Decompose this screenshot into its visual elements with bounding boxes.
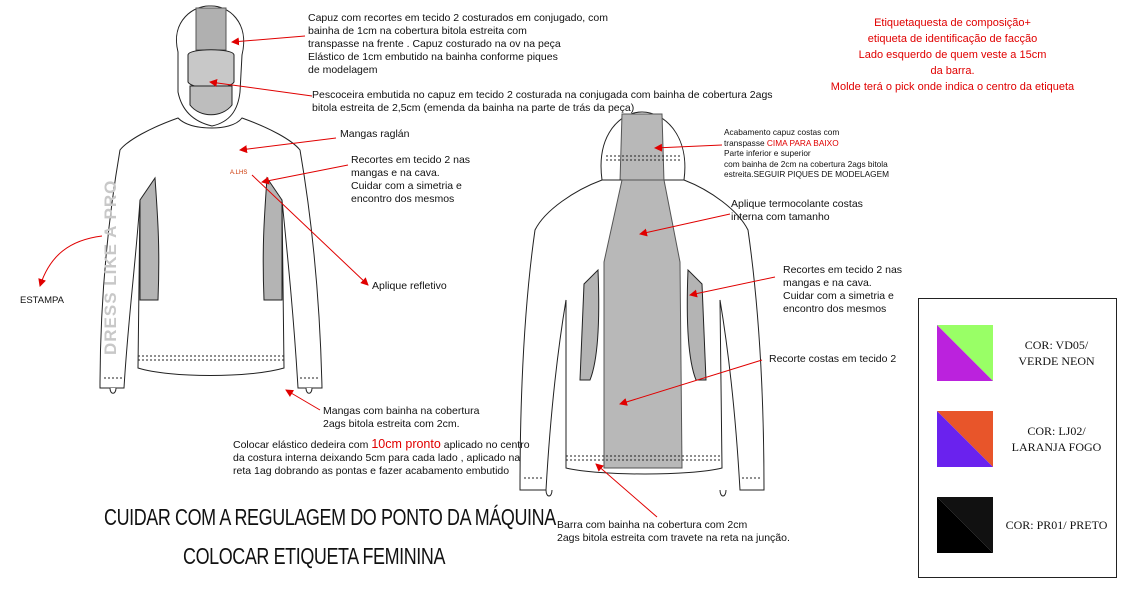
cuff-note: Mangas com bainha na cobertura 2ags bitola estreita com 2cm. <box>323 405 480 430</box>
hood-note: Capuz com recortes em tecido 2 costurados em conjugado, com bainha de 1cm na cobertura bitola estreita com transpasse na frente . Capuz costurado na ov na peça Elástico de 1cm embutido na bainha conforme piques de modelagem <box>308 12 608 76</box>
front-garment <box>100 6 322 393</box>
label-note: Etiquetaquesta de composição+ etiqueta de identificação de facção Lado esquerdo de quem veste a 15cm da barra. Molde terá o pick onde indica o centro da etiqueta <box>830 17 1075 93</box>
color-label-preto: COR: PR01/ PRETO <box>1005 518 1108 532</box>
footer-line-2: COLOCAR ETIQUETA FEMININA <box>183 543 446 569</box>
back-cutouts-note: Recortes em tecido 2 nas mangas e na cava. Cuidar com a simetria e encontro dos mesmos <box>783 264 903 315</box>
color-label-verde-neon: COR: VD05/ VERDE NEON <box>1018 338 1095 368</box>
hem-note: Barra com bainha na cobertura com 2cm 2ags bitola estreita com travete na reta na junção. <box>557 519 790 544</box>
back-panel <box>604 180 682 468</box>
heat-applique-note: Aplique termocolante costas interna com tamanho <box>731 198 863 223</box>
swatch-preto <box>937 497 993 553</box>
neck-note: Pescoceira embutida no capuz em tecido 2 costurada na conjugada com bainha de cobertura 2ags bitola estreita de 2,5cm (emenda da bainha na parte de trás da peça) <box>312 89 773 114</box>
footer-line-1: CUIDAR COM A REGULAGEM DO PONTO DA MÁQUINA <box>104 504 556 530</box>
reflective-note: Aplique refletivo <box>372 280 447 292</box>
front-cutouts-note: Recortes em tecido 2 nas mangas e na cava. Cuidar com a simetria e encontro dos mesmos <box>351 154 471 205</box>
color-label-laranja-fogo: COR: LJ02/ LARANJA FOGO <box>1011 424 1102 454</box>
swatch-laranja-fogo <box>937 411 993 467</box>
print-label: ESTAMPA <box>20 295 64 306</box>
front-sleeve-print: DRESS LIKE A PRO <box>101 179 120 355</box>
color-legend <box>918 298 1117 578</box>
svg-text:A.LHS: A.LHS <box>230 170 248 176</box>
back-panel-note: Recorte costas em tecido 2 <box>769 353 897 365</box>
elastic-note: Colocar elástico dedeira com 10cm pronto aplicado no centro da costura interna deixando 5cm para cada lado , aplicado na reta 1ag dobrando as pontas e fazer acabamento embutido <box>233 437 530 477</box>
front-body <box>100 118 322 388</box>
back-hood-note: Acabamento capuz costas com transpasse CIMA PARA BAIXO Parte inferior e superior com bainha de 2cm na cobertura 2ags bitola estreita.SEGUIR PIQUES DE MODELAGEM <box>724 127 890 179</box>
sleeves-note: Mangas raglán <box>340 128 410 140</box>
swatch-verde-neon <box>937 325 993 381</box>
